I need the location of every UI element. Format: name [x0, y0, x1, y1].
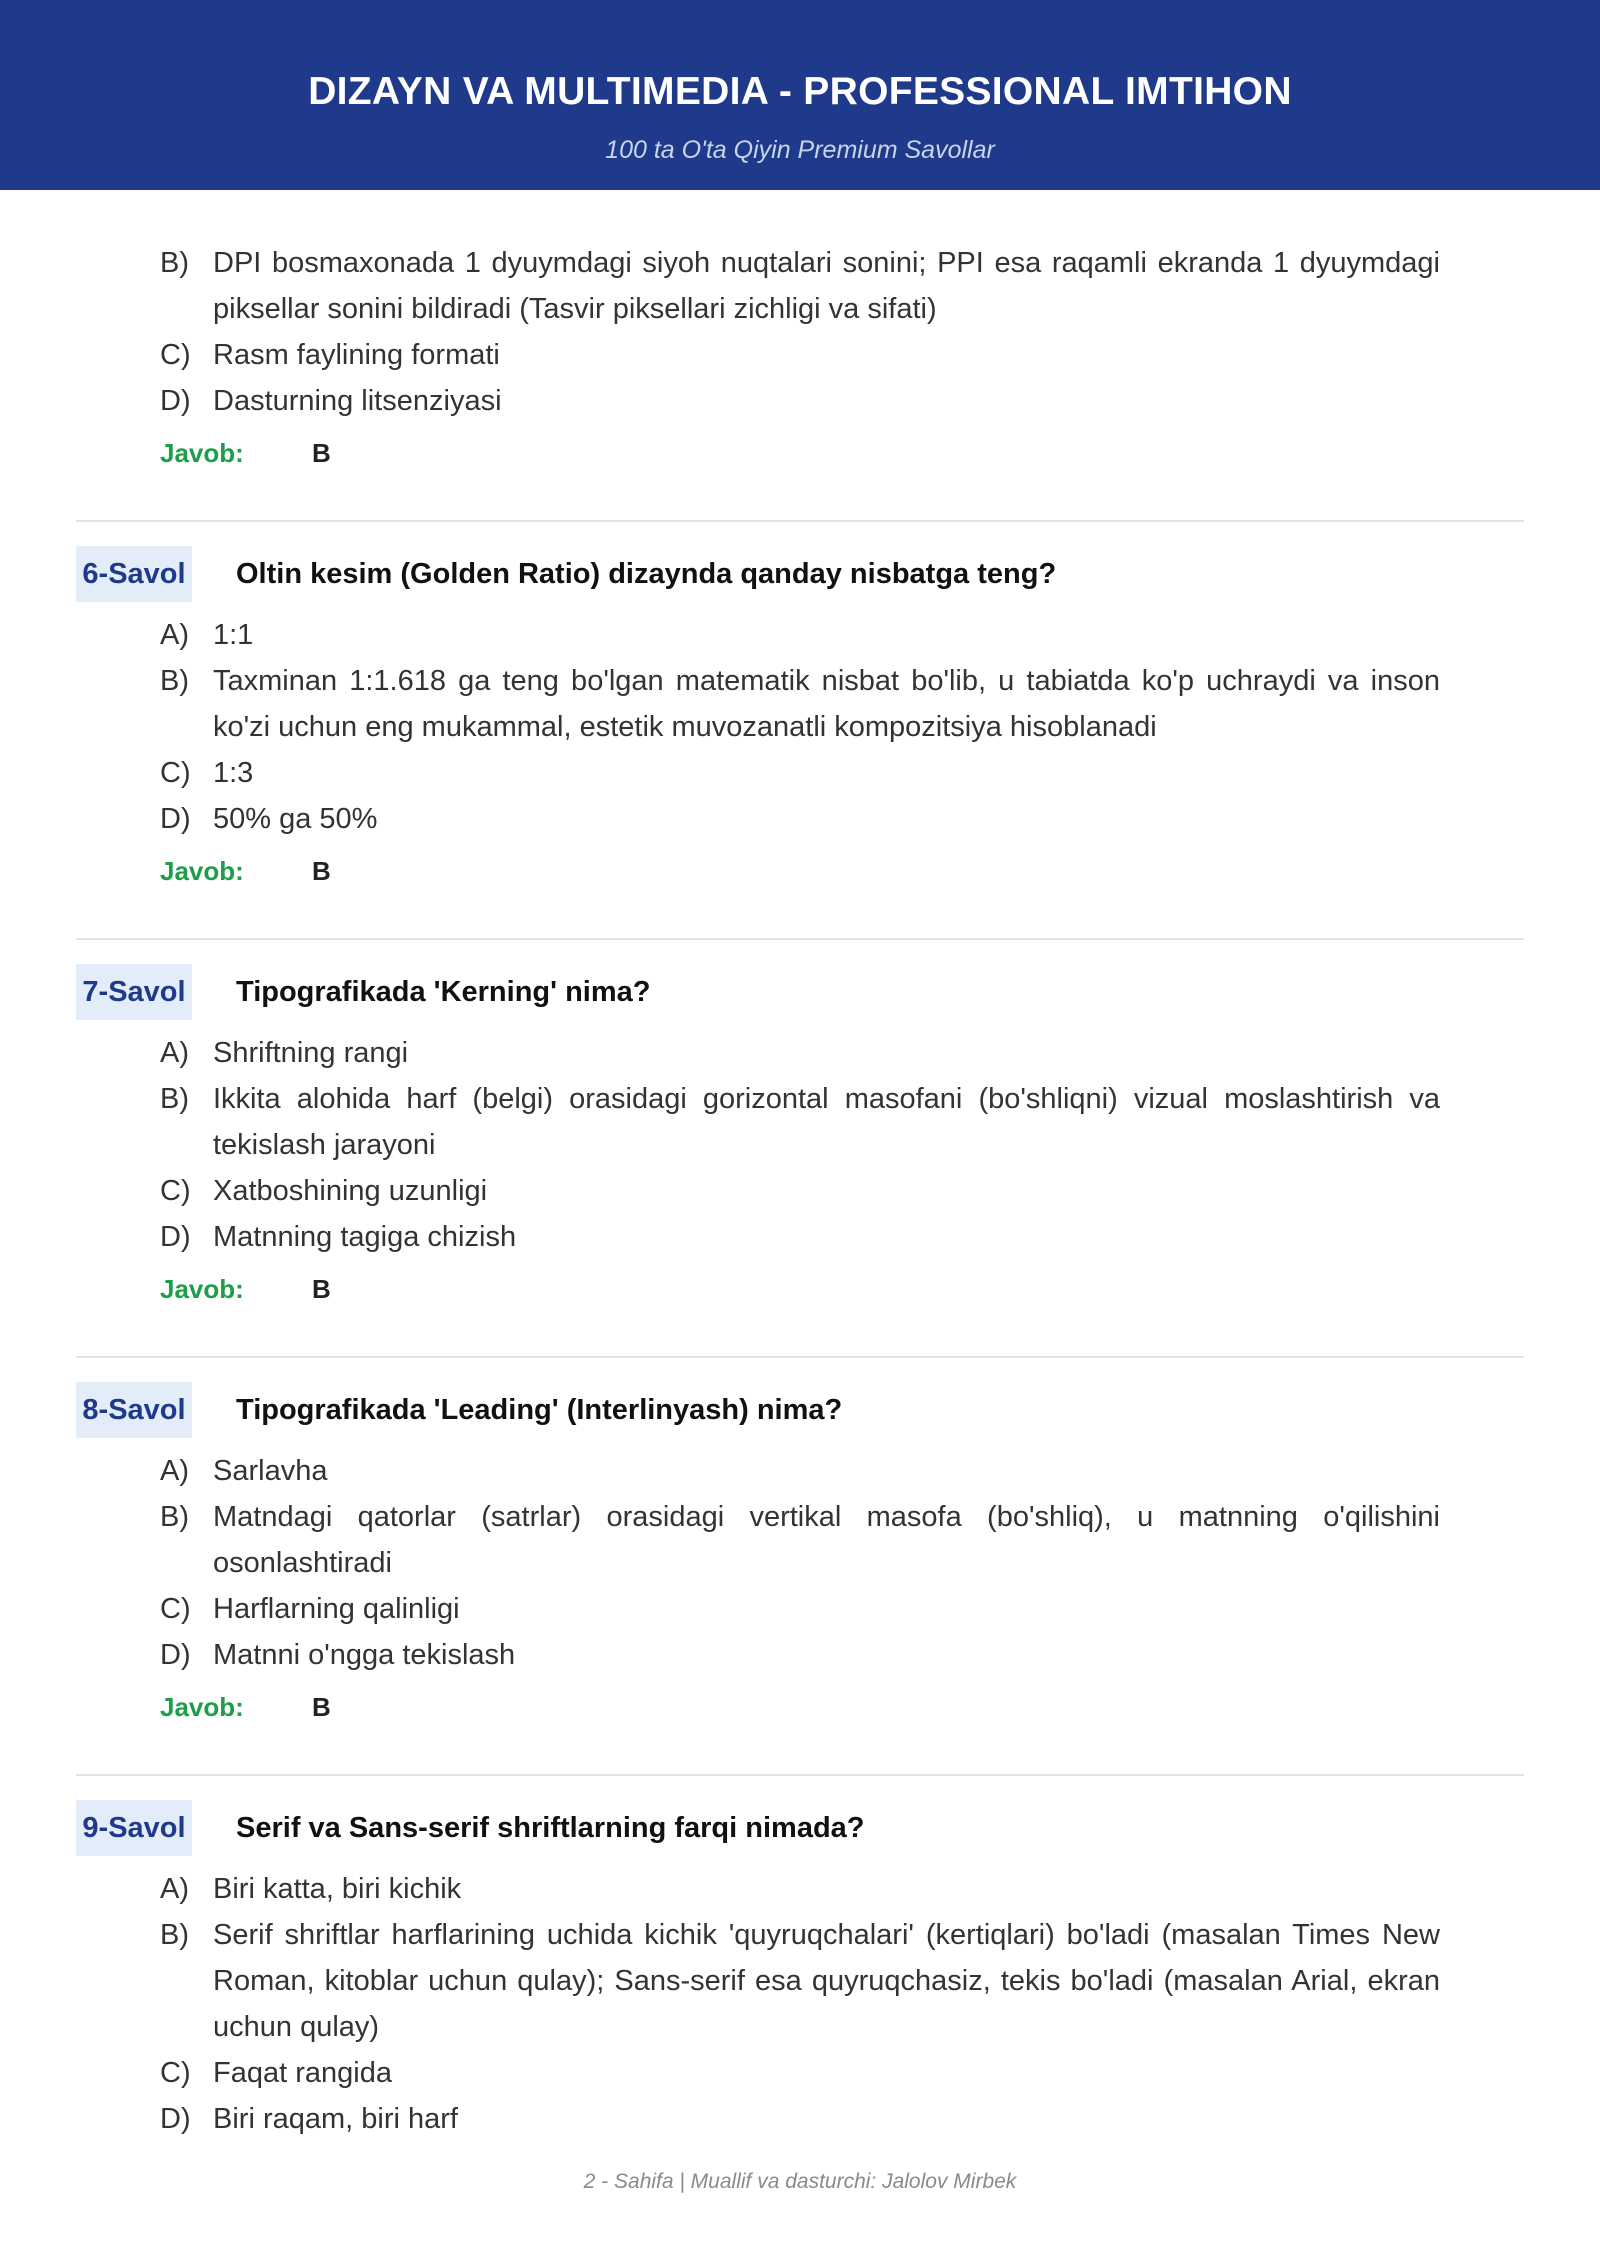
option-letter: B): [160, 1919, 189, 1951]
question-number-badge: 9-Savol: [76, 1800, 192, 1856]
question-text: Oltin kesim (Golden Ratio) dizaynda qanday nisbatga teng?: [236, 558, 1057, 590]
option-b: [0, 1494, 1440, 1586]
option-b: [0, 658, 1440, 750]
question-5-continued: [0, 240, 1600, 476]
page-content: [0, 230, 1600, 2142]
option-letter: B): [160, 665, 189, 697]
question-9: [0, 1800, 1600, 2142]
option-letter: D): [160, 385, 191, 417]
option-b: [0, 1912, 1440, 2050]
answer-row: [0, 1266, 1600, 1312]
question-number-badge: 7-Savol: [76, 964, 192, 1020]
option-text: Biri katta, biri kichik: [213, 1873, 462, 1905]
answer-value: B: [312, 438, 331, 468]
option-d: [0, 1214, 1440, 1260]
option-text: Harflarning qalinligi: [213, 1593, 460, 1625]
option-c: [0, 1586, 1440, 1632]
option-text: Ikkita alohida harf (belgi) orasidagi gorizontal masofani (bo'shliqni) vizual moslashtirish va tekislash jarayoni: [213, 1083, 1440, 1161]
answer-row: [0, 1684, 1600, 1730]
answer-row: [0, 848, 1600, 894]
option-letter: B): [160, 1083, 189, 1115]
question-7: [0, 964, 1600, 1312]
option-text: Shriftning rangi: [213, 1037, 409, 1069]
option-text: Matndagi qatorlar (satrlar) orasidagi vertikal masofa (bo'shliq), u matnning o'qilishini osonlashtiradi: [213, 1501, 1440, 1579]
option-letter: A): [160, 1873, 189, 1905]
option-letter: C): [160, 757, 191, 789]
answer-options: [0, 1030, 1600, 1260]
option-d: [0, 1632, 1440, 1678]
option-c: [0, 332, 1440, 378]
question-divider: [76, 938, 1524, 940]
answer-value: B: [312, 856, 331, 886]
option-text: Faqat rangida: [213, 2057, 392, 2089]
answer-label: Javob:: [160, 1692, 244, 1722]
answer-options: [0, 1866, 1600, 2142]
option-c: [0, 750, 1440, 796]
question-number-badge: 8-Savol: [76, 1382, 192, 1438]
option-text: 1:3: [213, 757, 254, 789]
page-footer: 2 - Sahifa | Muallif va dasturchi: Jalolov Mirbek: [583, 2170, 1017, 2193]
document-subtitle: 100 ta O'ta Qiyin Premium Savollar: [605, 136, 995, 164]
option-text: Serif shriftlar harflarining uchida kichik 'quyruqchalari' (kertiqlari) bo'ladi (masalan Times New Roman, kitoblar uchun qulay); Sans-serif esa quyruqchasiz, tekis bo'ladi (masalan Arial, ekran uchun qulay): [213, 1919, 1440, 2043]
option-text: 1:1: [213, 619, 254, 651]
option-d: [0, 2096, 1440, 2142]
option-d: [0, 378, 1440, 424]
option-text: Biri raqam, biri harf: [213, 2103, 458, 2135]
question-header: [0, 964, 1600, 1020]
option-c: [0, 2050, 1440, 2096]
option-letter: C): [160, 1175, 191, 1207]
question-header: [0, 1800, 1600, 1856]
option-text: Matnni o'ngga tekislash: [213, 1639, 516, 1671]
question-divider: [76, 1774, 1524, 1776]
question-divider: [76, 1356, 1524, 1358]
option-letter: C): [160, 1593, 191, 1625]
question-header: [0, 1382, 1600, 1438]
option-letter: D): [160, 1221, 191, 1253]
answer-label: Javob:: [160, 438, 244, 468]
question-divider: [76, 520, 1524, 522]
option-text: Sarlavha: [213, 1455, 328, 1487]
option-a: [0, 612, 1440, 658]
option-text: Taxminan 1:1.618 ga teng bo'lgan matematik nisbat bo'lib, u tabiatda ko'p uchraydi va inson ko'zi uchun eng mukammal, estetik muvozanatli kompozitsiya hisoblanadi: [213, 665, 1440, 743]
question-6: [0, 546, 1600, 894]
option-a: [0, 1030, 1440, 1076]
question-text: Tipografikada 'Kerning' nima?: [236, 976, 651, 1008]
document-title: DIZAYN VA MULTIMEDIA - PROFESSIONAL IMTIHON: [308, 70, 1292, 113]
answer-options: [0, 612, 1600, 842]
option-letter: D): [160, 803, 191, 835]
option-letter: D): [160, 2103, 191, 2135]
question-text: Serif va Sans-serif shriftlarning farqi nimada?: [236, 1812, 865, 1844]
answer-label: Javob:: [160, 856, 244, 886]
question-number-badge: 6-Savol: [76, 546, 192, 602]
option-text: Matnning tagiga chizish: [213, 1221, 517, 1253]
answer-options: [0, 1448, 1600, 1678]
option-a: [0, 1448, 1440, 1494]
option-a: [0, 1866, 1440, 1912]
option-letter: A): [160, 619, 189, 651]
option-letter: B): [160, 1501, 189, 1533]
option-b: [0, 1076, 1440, 1168]
answer-value: B: [312, 1692, 331, 1722]
option-text: Dasturning litsenziyasi: [213, 385, 502, 417]
option-letter: A): [160, 1037, 189, 1069]
option-b: [0, 240, 1440, 332]
question-text: Tipografikada 'Leading' (Interlinyash) nima?: [236, 1394, 843, 1426]
option-letter: C): [160, 339, 191, 371]
option-letter: A): [160, 1455, 189, 1487]
option-d: [0, 796, 1440, 842]
answer-row: [0, 430, 1600, 476]
question-8: [0, 1382, 1600, 1730]
option-text: Rasm faylining formati: [213, 339, 500, 371]
option-letter: B): [160, 247, 189, 279]
answer-options: [0, 240, 1600, 424]
option-letter: C): [160, 2057, 191, 2089]
option-c: [0, 1168, 1440, 1214]
option-text: Xatboshining uzunligi: [213, 1175, 488, 1207]
answer-value: B: [312, 1274, 331, 1304]
option-text: 50% ga 50%: [213, 803, 378, 835]
answer-label: Javob:: [160, 1274, 244, 1304]
option-text: DPI bosmaxonada 1 dyuymdagi siyoh nuqtalari sonini; PPI esa raqamli ekranda 1 dyuymdagi piksellar sonini bildiradi (Tasvir piksellari zichligi va sifati): [213, 247, 1440, 325]
option-letter: D): [160, 1639, 191, 1671]
page-header: [0, 0, 1600, 190]
question-header: [0, 546, 1600, 602]
